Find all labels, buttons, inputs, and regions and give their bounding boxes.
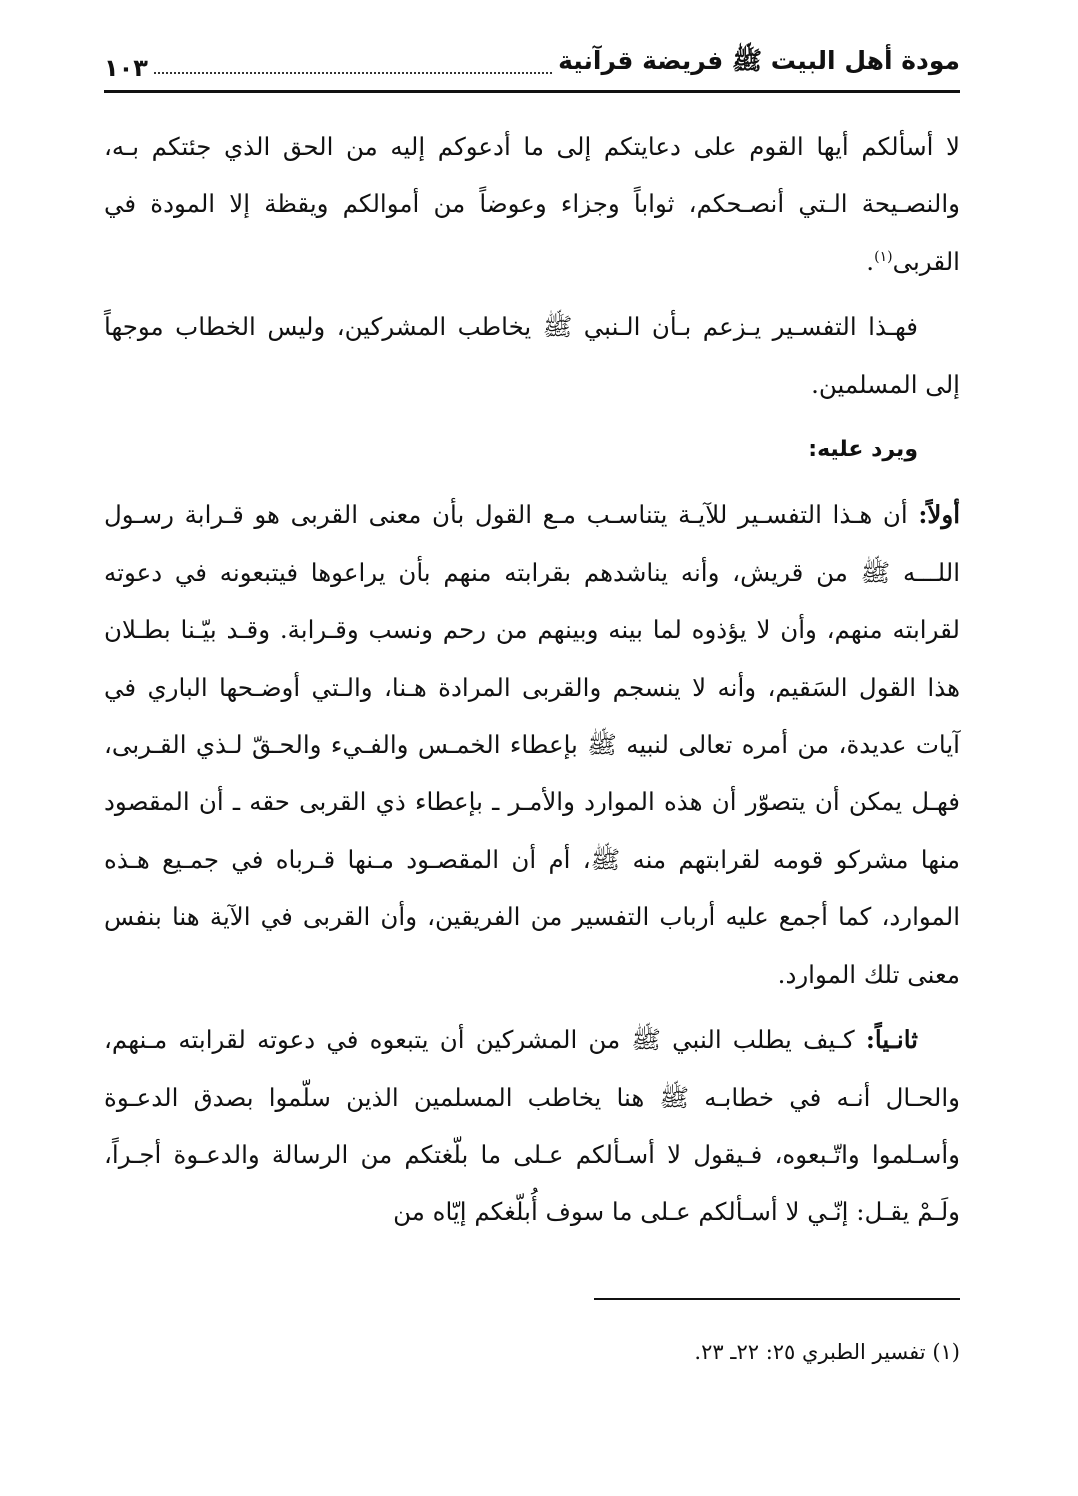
running-header <box>104 36 960 88</box>
subheading: ويرد عليه: <box>808 437 918 463</box>
paragraph-second-point <box>104 1011 960 1241</box>
second-point-text: كـيف يطلب النبي ﷺ من المشركين أن يتبعوه في دعوته لقرابته مـنهم، والحـال أنـه في خطابـه ﷺ هنا يخاطب المسلمين الذين سلّموا بصدق الدعـوة وأسـلموا واتّـبعوه، فـيقول لا أسـألكم عـلى ما بلّغتكم من الرسالة والدعـوة أجـراً، ولَـمْ يقـل: إنّـي لا أسـألكم عـلى ما سوف أُبلّغكم إيّاه من <box>104 1025 960 1227</box>
footnote: (١) تفسير الطبري ٢٥: ٢٢ـ ٢٣. <box>694 1340 960 1364</box>
footnote-reference: (١) <box>874 248 893 265</box>
paragraph-interpretation: فهـذا التفسـير يـزعم بـأن الـنبي ﷺ يخاطب المشركين، وليس الخطاب موجهاً إلى المسلمين. <box>104 312 960 399</box>
first-point-label: أولاً: <box>918 500 960 530</box>
paragraph-quote-text: لا أسألكم أيها القوم على دعايتكم إلى ما أدعوكم إليه من الحق الذي جئتكم بـه، والنصـيحة الـتي أنصـحكم، ثواباً وجزاء وعوضاً من أموالكم ويقظة إلا المودة في القربى <box>104 132 960 276</box>
footnote-rule <box>594 1298 960 1300</box>
paragraph-first-point <box>104 486 960 1003</box>
first-point-text: أن هـذا التفسـير للآيـة يتناسـب مـع القول بأن معنى القربى هو قـرابة رسـول اللـــه ﷺ من قريش، وأنه يناشدهم بقرابته منهم بأن يراعوها فيتبعونه في دعوته لقرابته منهم، وأن لا يؤذوه لما بينه وبينهم من رحم ونسب وقـرابة. وقـد بيّـنا بطـلان هذا القول السَقيم، وأنه لا ينسجم والقربى المرادة هـنا، والـتي أوضـحها الباري في آيات عديدة، من أمره تعالى لنبيه ﷺ بإعطاء الخمـس والفـيء والحـقّ لـذي القـربى، فهـل يمكن أن يتصوّر أن هذه الموارد والأمـر ـ بإعطاء ذي القربى حقه ـ أن المقصود منها مشركو قومه لقرابتهم منه ﷺ، أم أن المقصـود مـنها قـرباه في جمـيع هـذه الموارد، كما أجمع عليه أرباب التفسير من الفريقين، وأن القربى في الآية هنا بنفس معنى تلك الموارد. <box>104 500 960 989</box>
header-rule <box>104 90 960 93</box>
paragraph-quote-end: . <box>866 246 875 276</box>
body-text <box>104 118 960 1249</box>
header-title: مودة أهل البيت ﷺ فريضة قرآنية <box>558 46 960 75</box>
header-dot-leader <box>154 72 552 74</box>
second-point-label: ثانـياً: <box>865 1025 918 1055</box>
paragraph-quote <box>104 118 960 290</box>
page-number: ١٠٣ <box>104 54 148 82</box>
